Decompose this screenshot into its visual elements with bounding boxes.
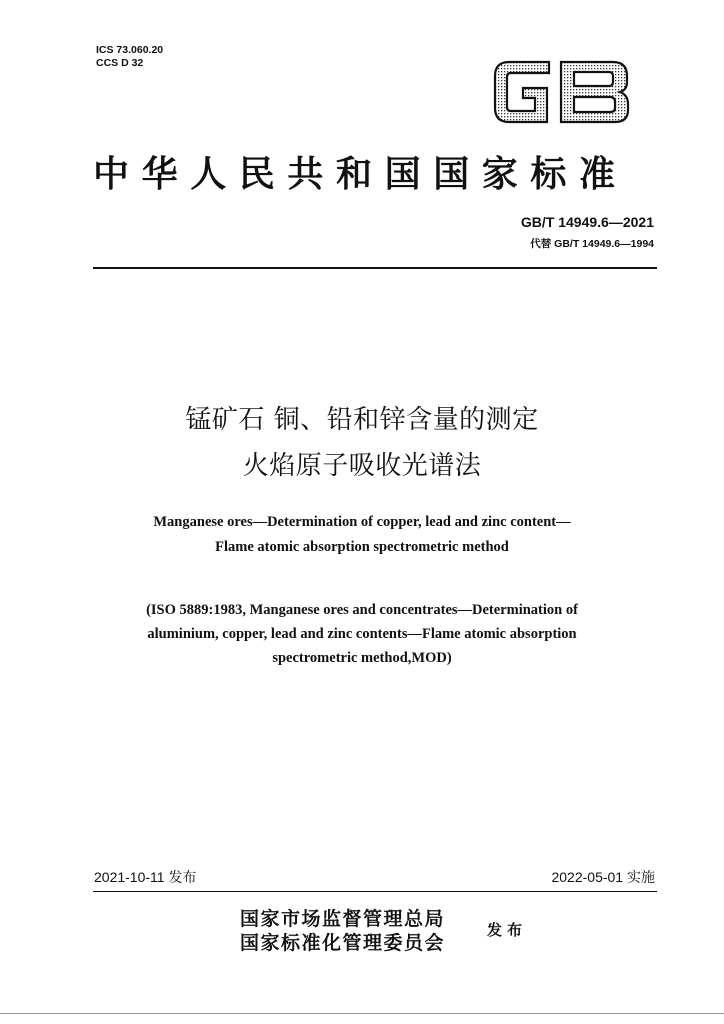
chinese-title-line-1: 锰矿石 铜、铅和锌含量的测定 — [185, 405, 539, 435]
iso-reference-line-1: (ISO 5889:1983, Manganese ores and concentrates—Determination of — [146, 602, 578, 618]
ccs-code: CCS D 32 — [96, 57, 144, 69]
footer-divider — [93, 891, 657, 892]
issuing-authorities — [240, 907, 445, 955]
english-title-line-2: Flame atomic absorption spectrometric method — [215, 539, 509, 555]
page-bottom-edge — [0, 1013, 724, 1014]
replaces-standard: 代替 GB/T 14949.6—1994 — [530, 238, 654, 250]
publish-date: 2021-10-11 发布 — [94, 869, 197, 885]
implementation-date: 2022-05-01 实施 — [551, 869, 655, 885]
classification-codes — [96, 44, 163, 70]
chinese-title-line-2: 火焰原子吸收光谱法 — [242, 451, 482, 481]
iso-reference-line-2: aluminium, copper, lead and zinc contents—Flame atomic absorption — [147, 626, 577, 642]
gb-standard-logo-icon — [489, 56, 634, 128]
standard-number: GB/T 14949.6—2021 — [520, 214, 654, 230]
issuer-sac: 国家标准化管理委员会 — [240, 932, 446, 954]
iso-reference-line-3: spectrometric method,MOD) — [272, 650, 452, 666]
header-divider — [93, 267, 657, 269]
issue-label: 发布 — [487, 921, 528, 939]
english-title-line-1: Manganese ores—Determination of copper, lead and zinc content— — [153, 514, 571, 530]
ics-code: ICS 73.060.20 — [96, 44, 164, 56]
national-standard-title: 中华人民共和国国家标准 — [93, 153, 628, 195]
issuer-samr: 国家市场监督管理总局 — [240, 908, 446, 930]
